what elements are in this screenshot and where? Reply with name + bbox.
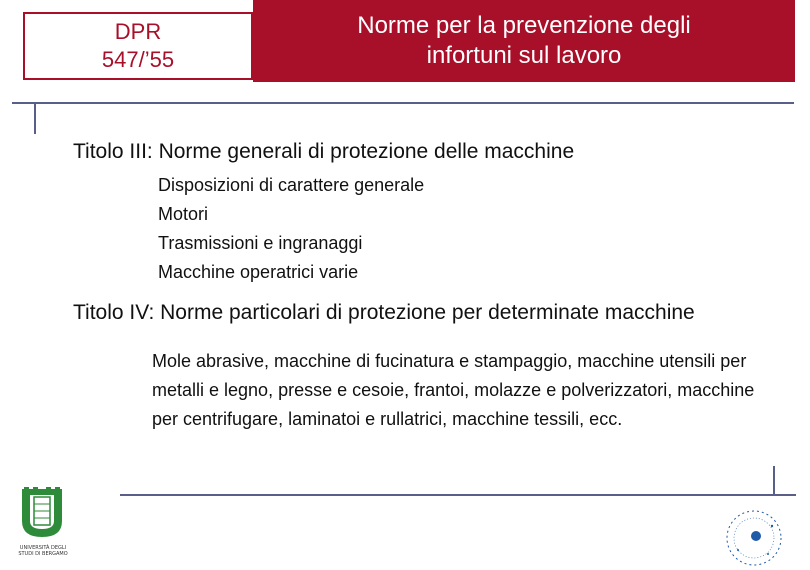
doc-reference-line2: 547/’55 [101, 47, 175, 72]
list-item: Disposizioni di carattere generale [158, 175, 425, 195]
university-name: UNIVERSITÀ DEGLI STUDI DI BERGAMO [18, 545, 68, 557]
top-divider [12, 102, 794, 104]
titolo3-list [158, 171, 424, 287]
bottom-divider-tick [773, 466, 775, 496]
slide-title-line1: Norme per la prevenzione degli [357, 12, 691, 39]
top-divider-tick [34, 102, 36, 134]
bottom-divider [120, 494, 796, 496]
titolo3-heading: Titolo III: Norme generali di protezione delle macchine [73, 140, 575, 163]
titolo4-heading: Titolo IV: Norme particolari di protezione per determinate macchine [73, 301, 695, 324]
list-item: Motori [158, 204, 209, 224]
slide-title-banner [253, 0, 795, 82]
titolo4-body: Mole abrasive, macchine di fucinatura e stampaggio, macchine utensili per metalli e legno, presse e cesoie, frantoi, molazze e polverizzatori, macchine per centrifugare, laminatoi e rullatrici, macchine tessili, ecc. [152, 351, 755, 429]
list-item: Trasmissioni e ingranaggi [158, 233, 363, 253]
doc-reference-box [23, 12, 253, 80]
inaf-observatory-logo-icon [718, 500, 788, 570]
doc-reference-line1: DPR [114, 19, 162, 44]
slide-title-line2: infortuni sul lavoro [426, 42, 622, 69]
list-item: Macchine operatrici varie [158, 262, 359, 282]
